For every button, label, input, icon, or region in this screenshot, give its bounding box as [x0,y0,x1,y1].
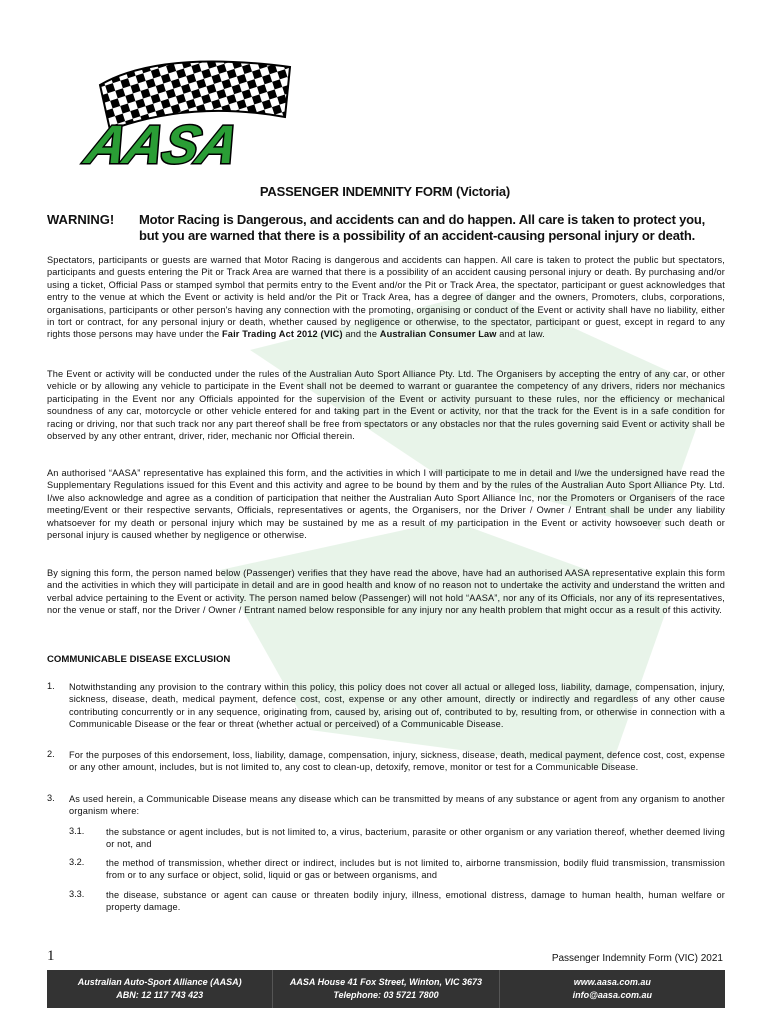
item-text: Notwithstanding any provision to the contrary within this policy, this policy does not cover all actual or alleged loss, liability, damage, compensation, injury, sickness, disease, death, medical payment, defence cost, cost, expense or any other amount, directly or indirectly and regardless of any other cause contributing concurrently or in any sequence, originating from, caused by, arising out of, contributed to by, resulting from, or otherwise in connection with a Communicable Disease or the fear or threat (whether actual or perceived) of a Communicable Disease. [69,682,725,730]
subitem-number: 3.3. [69,889,85,899]
item-text: As used herein, a Communicable Disease means any disease which can be transmitted by means of any substance or agent from any organism to another organism where: [69,794,725,817]
footer-bar [47,970,725,1008]
warning-line-1: Motor Racing is Dangerous, and accidents can and do happen. All care is taken to protect you, [139,212,706,227]
footer-contact [499,970,725,1008]
law-fair-trading: Fair Trading Act 2012 (VIC) [222,329,343,340]
warning-line-2: but you are warned that there is a possibility of an accident-causing personal injury or death. [139,228,696,243]
footer-website-link[interactable]: www.aasa.com.au [573,977,651,987]
footer-street: AASA House 41 Fox Street, Winton, VIC 3673 [289,977,483,987]
paragraph-representative: An authorised “AASA” representative has explained this form, and the activities in which I will participate to me in detail and I/we the undersigned have read the Supplementary Regulations issued for this Event and this activity and agree to be bound by them and by the rules of the Australian Auto Sport Alliance Pty. Ltd. I/we also acknowledge and agree as a condition of participation that neither the Australian Auto Sport Alliance Inc, nor the Promoters or Organisers of the race meeting/Event or their respective servants, Officials, representatives or agents, the Organisers, nor the Driver / Owner / Entrant shall be under any liability whatsoever for my death or personal injury which may be sustained by me as a result of my participation in the Event or activity howsoever such death or personal injury is caused whether by negligence or otherwise. [47,468,725,541]
subitem-text: the substance or agent includes, but is not limited to, a virus, bacterium, parasite or other organism or any variation thereof, whether deemed living or not, and [106,827,725,850]
law-consumer: Australian Consumer Law [379,329,497,340]
subitem-text: the disease, substance or agent can cause or threaten bodily injury, illness, emotional distress, damage to human health, human welfare or property damage. [106,890,725,913]
exclusion-heading: COMMUNICABLE DISEASE EXCLUSION [47,654,231,665]
form-title: PASSENGER INDEMNITY FORM (Victoria) [259,184,511,199]
paragraph-event-rules: The Event or activity will be conducted under the rules of the Australian Auto Sport Alliance Pty. Ltd. The Organisers by accepting the entry of any car, or other vehicle or by allowing any vehicle to participate in the Event shall not be deemed to warrant or guarantee the competency of any drivers, riders nor mechanics participating in the Event nor any Officials appointed for the supervision of the Event or activity pursuant to these rules, nor the efficiency or mechanical soundness of any car, motorcycle or other vehicle entered for and taking part in the Event or activity, nor that the track for the Event is in a safe condition for racing or driving, nor that such track nor any part thereof shall be free from spectators or any obstacles nor that the rules governing said Event or activity shall be observed by any other entrant, driver, rider, mechanic nor Official therein. [47,369,725,442]
aasa-logo [70,55,300,175]
page-label: Passenger Indemnity Form (VIC) 2021 [551,953,723,964]
footer-address [272,970,498,1008]
footer-org [47,970,272,1008]
warning-label: WARNING! [47,212,115,227]
footer-phone: Telephone: 03 5721 7800 [333,990,439,1000]
item-number: 2. [47,749,55,759]
logo-text: AASA [80,113,245,175]
item-number: 1. [47,681,55,691]
page-number: 1 [47,948,55,964]
item-text: For the purposes of this endorsement, loss, liability, damage, compensation, injury, sickness, disease, death, medical payment, defence cost, cost, expense or any other amount, includes, but is not limited to, any cost to clean-up, detoxify, remove, monitor or test for a Communicable Disease. [69,750,725,773]
item-number: 3. [47,793,55,803]
footer-email-link[interactable]: info@aasa.com.au [572,990,652,1000]
footer-abn: ABN: 12 117 743 423 [116,990,204,1000]
subitem-text: the method of transmission, whether direct or indirect, includes but is not limited to, airborne transmission, bodily fluid transmission, transmission from or to any surface or object, solid, liquid or gas or between organisms, and [106,858,725,881]
warning-text [139,212,729,244]
subitem-number: 3.1. [69,826,85,836]
subitem-number: 3.2. [69,857,85,867]
footer-org-name: Australian Auto-Sport Alliance (AASA) [77,977,242,987]
paragraph-signing: By signing this form, the person named below (Passenger) verifies that they have read the above, have had an authorised AASA representative explain this form and the activities in which they will participate in detail and are in good health and know of no reason not to undertake the activity and understand the written and verbal advice pertaining to the Event or activity. The person named below (Passenger) will not hold “AASA”, nor any of its Officials, nor any of its representatives, nor the venue or staff, nor the Driver / Owner / Entrant named below responsible for any injury nor any health problem that might occur as a result of this activity. [47,568,725,616]
paragraph-spectators: Spectators, participants or guests are warned that Motor Racing is dangerous and accidents can happen. All care is taken to protect the public but spectators, participants and guests entering the Pit or Track Area are warned that there is a possibility of an accident causing personal injury or death. By purchasing and/or using a ticket, Official Pass or stamped symbol that permits entry to the Event and/or the Pit or Track Area, the spectator, participant or guest acknowledges that entry to the venue at which the Event or activity is held and/or the Pit or Track Area, has a degree of danger and the owners, Promoters, clubs, corporations, organisations, participants or other person's having any connection with the promoting, organising or conduct of the Event or activity shall have no liability, either in tort or contract, for any personal injury or death, whether caused by negligence or otherwise, to the spectator, participant or guest, except in regard to any rights those persons may have under the Fair Trading Act 2012 (VIC) and the Australian Consumer Law and at law. [47,255,725,340]
